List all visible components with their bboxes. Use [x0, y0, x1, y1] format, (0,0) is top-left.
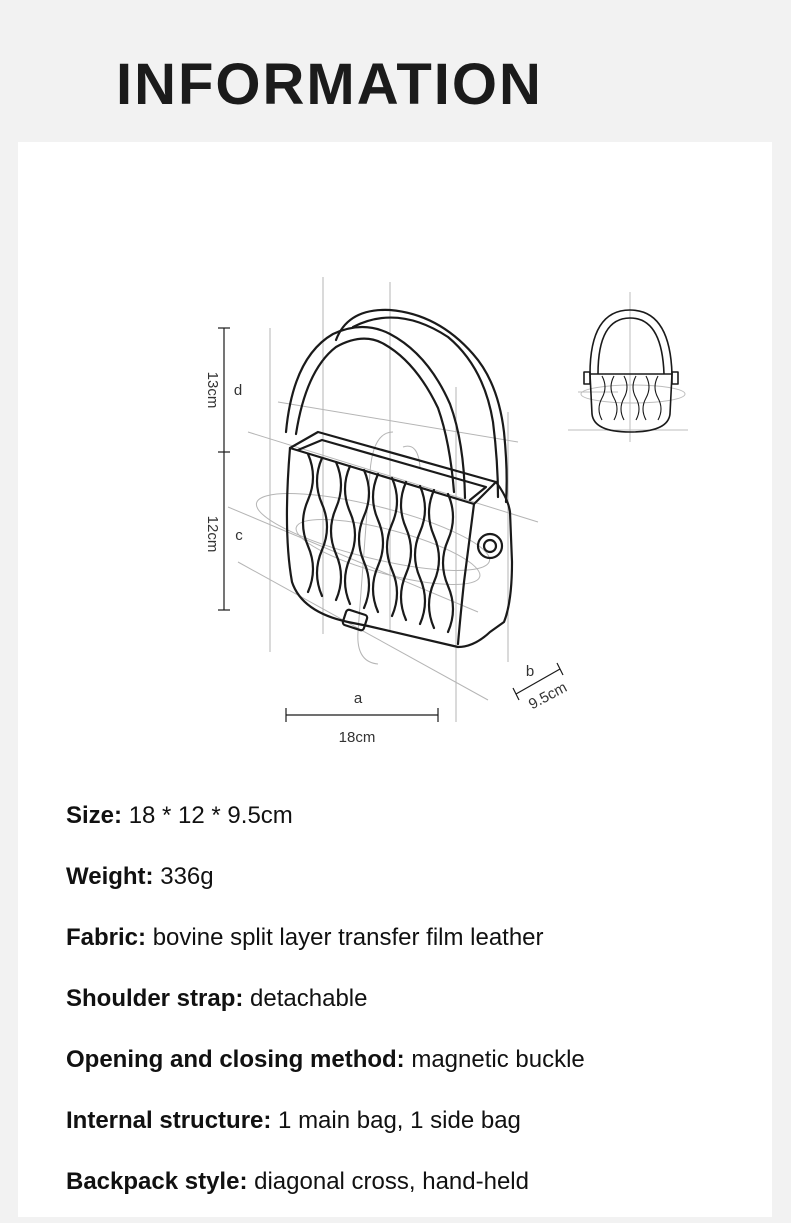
- spec-label: Opening and closing method:: [66, 1046, 405, 1073]
- dim-d-value: 13cm: [204, 371, 221, 409]
- spec-label: Backpack style:: [66, 1168, 248, 1195]
- dim-b-letter: b: [525, 663, 535, 680]
- dim-d-letter: d: [233, 382, 243, 399]
- bag-line-drawing: [18, 142, 772, 772]
- dim-c-letter: c: [235, 527, 243, 544]
- spec-row-fabric: [66, 918, 585, 979]
- dim-a-value: 18cm: [338, 729, 376, 746]
- spec-label: Internal structure:: [66, 1107, 272, 1134]
- spec-label: Fabric:: [66, 924, 147, 951]
- spec-row-size: [66, 796, 585, 857]
- spec-value: 336g: [160, 863, 214, 890]
- spec-value: 1 main bag, 1 side bag: [278, 1107, 521, 1134]
- spec-value: diagonal cross, hand-held: [254, 1168, 529, 1195]
- information-card: [18, 142, 772, 1217]
- dim-b-value: 9.5cm: [525, 678, 570, 714]
- spec-row-shoulder-strap: [66, 979, 585, 1040]
- spec-label: Shoulder strap:: [66, 985, 244, 1012]
- page-title: INFORMATION: [116, 52, 543, 117]
- spec-list: [66, 796, 585, 1223]
- spec-row-internal-structure: [66, 1101, 585, 1162]
- dim-a-letter: a: [353, 690, 363, 707]
- spec-row-backpack-style: [66, 1162, 585, 1223]
- spec-row-closing-method: [66, 1040, 585, 1101]
- dim-c-value: 12cm: [204, 515, 221, 553]
- spec-label: Size:: [66, 802, 123, 829]
- spec-row-weight: [66, 857, 585, 918]
- spec-value: magnetic buckle: [411, 1046, 585, 1073]
- spec-label: Weight:: [66, 863, 154, 890]
- spec-value: detachable: [250, 985, 368, 1012]
- spec-value: 18 * 12 * 9.5cm: [128, 802, 293, 829]
- spec-value: bovine split layer transfer film leather: [152, 924, 544, 951]
- bag-side-view-thumbnail: [568, 292, 688, 442]
